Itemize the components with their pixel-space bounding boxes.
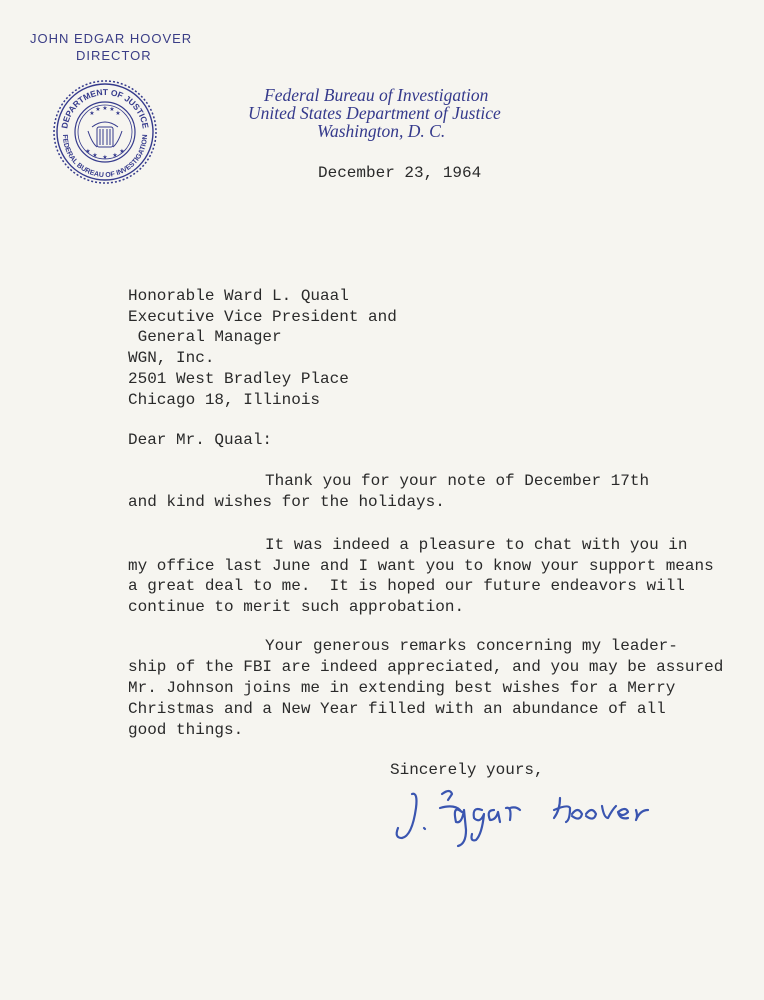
agency-line-1: Federal Bureau of Investigation bbox=[264, 85, 489, 105]
svg-text:★: ★ bbox=[119, 148, 125, 155]
svg-text:★: ★ bbox=[85, 148, 91, 155]
body-line: and kind wishes for the holidays. bbox=[128, 493, 445, 511]
svg-text:★: ★ bbox=[115, 110, 121, 117]
svg-text:★: ★ bbox=[92, 152, 98, 159]
body-line: Christmas and a New Year filled with an abundance of all bbox=[128, 700, 666, 718]
recipient-line: WGN, Inc. bbox=[128, 349, 215, 367]
svg-text:★: ★ bbox=[109, 106, 115, 113]
seal-text-bottom: FEDERAL BUREAU OF INVESTIGATION bbox=[60, 134, 150, 180]
body-line: Your generous remarks concerning my leader- bbox=[265, 637, 678, 655]
seal-text-top: DEPARTMENT OF JUSTICE bbox=[59, 86, 151, 130]
agency-line-2: United States Department of Justice bbox=[248, 103, 501, 123]
salutation: Dear Mr. Quaal: bbox=[128, 431, 273, 449]
body-line: a great deal to me. It is hoped our future endeavors will bbox=[128, 577, 685, 595]
director-title: DIRECTOR bbox=[76, 48, 152, 63]
director-name: JOHN EDGAR HOOVER bbox=[30, 31, 193, 46]
agency-line-3: Washington, D. C. bbox=[317, 121, 446, 141]
handwritten-signature bbox=[390, 778, 660, 858]
body-line: Thank you for your note of December 17th bbox=[265, 472, 650, 490]
body-line: my office last June and I want you to know your support means bbox=[128, 557, 714, 575]
svg-text:★: ★ bbox=[102, 105, 108, 112]
closing: Sincerely yours, bbox=[390, 761, 544, 779]
svg-text:★: ★ bbox=[112, 152, 118, 159]
fbi-seal-icon bbox=[40, 77, 170, 187]
recipient-line: 2501 West Bradley Place bbox=[128, 370, 349, 388]
body-line: ship of the FBI are indeed appreciated, and you may be assured bbox=[128, 658, 724, 676]
recipient-line: General Manager bbox=[128, 328, 282, 346]
recipient-line: Honorable Ward L. Quaal bbox=[128, 287, 349, 305]
body-line: good things. bbox=[128, 721, 244, 739]
svg-text:★: ★ bbox=[102, 154, 108, 161]
recipient-line: Executive Vice President and bbox=[128, 308, 397, 326]
letter-date: December 23, 1964 bbox=[318, 164, 482, 182]
svg-text:★: ★ bbox=[89, 110, 95, 117]
body-line: continue to merit such approbation. bbox=[128, 598, 465, 616]
recipient-line: Chicago 18, Illinois bbox=[128, 391, 321, 409]
body-line: Mr. Johnson joins me in extending best wishes for a Merry bbox=[128, 679, 676, 697]
body-line: It was indeed a pleasure to chat with you in bbox=[265, 536, 688, 554]
svg-text:★: ★ bbox=[95, 106, 101, 113]
